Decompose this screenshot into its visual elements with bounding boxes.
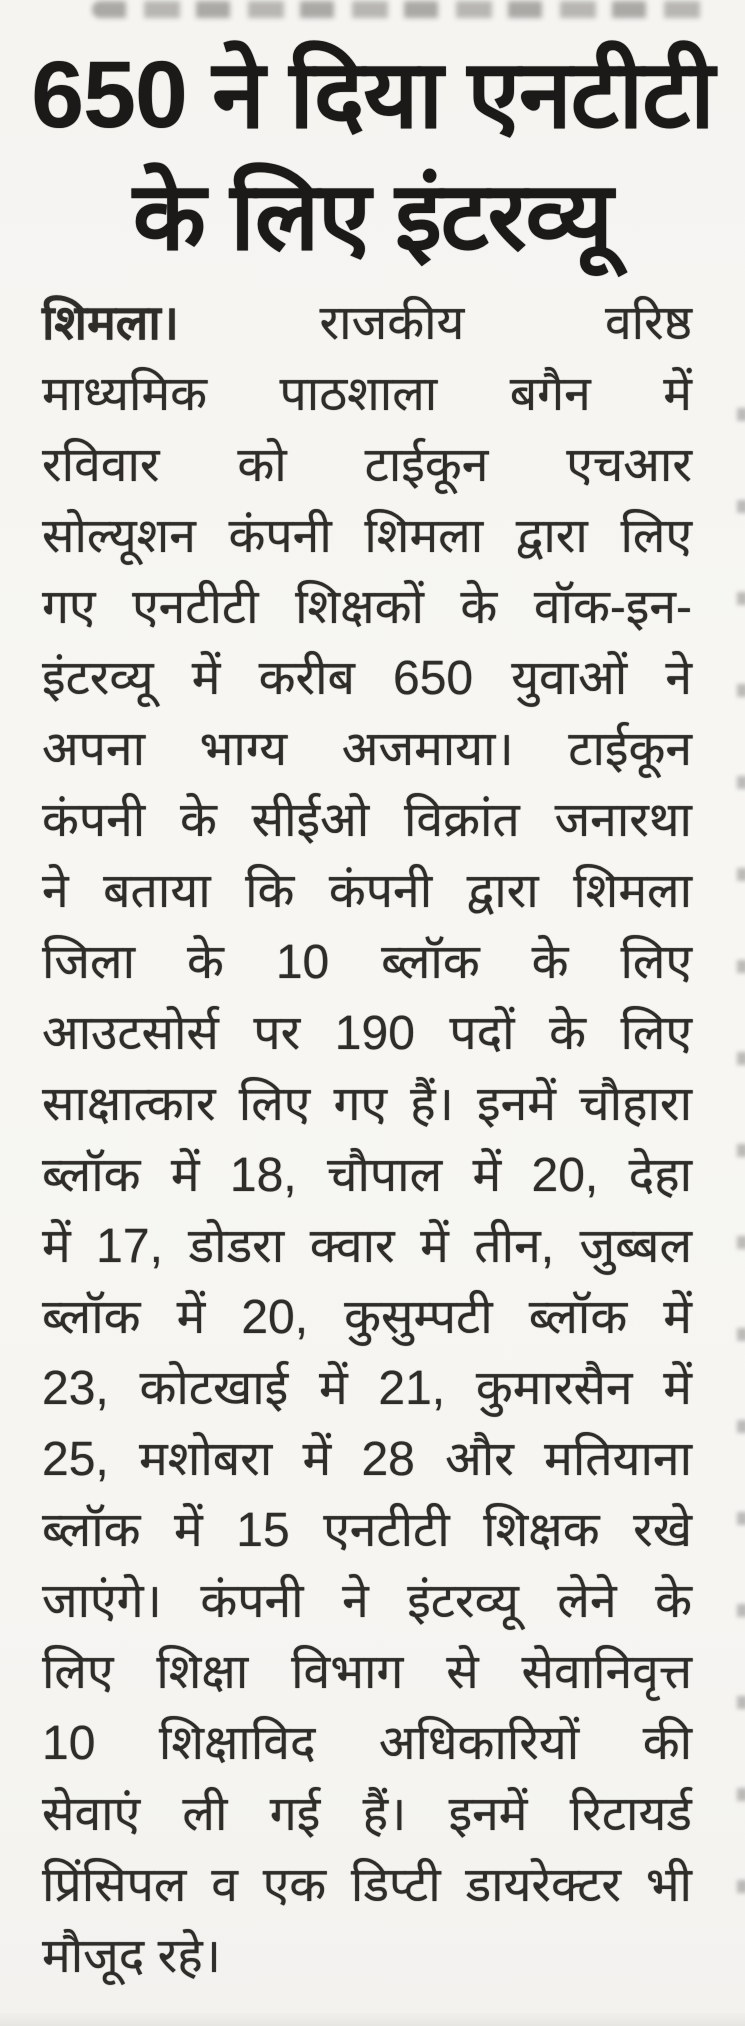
body-line: प्रिंसिपल व एक डिप्टी डायरेक्टर भी (42, 1859, 692, 1912)
body-line: साक्षात्कार लिए गए हैं। इनमें चौहारा (42, 1078, 692, 1131)
body-line: जिला के 10 ब्लॉक के लिए (42, 936, 692, 989)
lead-text: राजकीय वरिष्ठ (319, 297, 692, 350)
headline-line-1: 650 ने दिया एनटीटी (31, 42, 714, 148)
body-line: जाएंगे। कंपनी ने इंटरव्यू लेने के (42, 1575, 692, 1628)
body-line: माध्यमिक पाठशाला बगैन में (42, 368, 692, 421)
cropped-text-artifact-top (92, 1, 714, 18)
body-line: 25, मशोबरा में 28 और मतियाना (42, 1433, 692, 1486)
headline (0, 34, 745, 278)
body-line: रविवार को टाईकून एचआर (42, 439, 692, 492)
body-line: सोल्यूशन कंपनी शिमला द्वारा लिए (42, 510, 692, 563)
body-line: कंपनी के सीईओ विक्रांत जनारथा (42, 794, 692, 847)
body-line: में 17, डोडरा क्वार में तीन, जुब्बल (42, 1220, 692, 1273)
body-line (42, 288, 692, 359)
body-line: गए एनटीटी शिक्षकों के वॉक-इन- (42, 581, 692, 634)
body-line: अपना भाग्य अजमाया। टाईकून (42, 723, 692, 776)
body-line: 23, कोटखाई में 21, कुमारसैन में (42, 1362, 692, 1415)
body-line: मौजूद रहे। (42, 1930, 221, 1983)
headline-line-2: के लिए इंटरव्यू (132, 164, 613, 270)
body-line: सेवाएं ली गई हैं। इनमें रिटायर्ड (42, 1788, 692, 1841)
body-line: इंटरव्यू में करीब 650 युवाओं ने (42, 652, 692, 705)
body-line: 10 शिक्षाविद अधिकारियों की (42, 1717, 692, 1770)
body-line: लिए शिक्षा विभाग से सेवानिवृत्त (42, 1646, 692, 1699)
body-line: ब्लॉक में 18, चौपाल में 20, देहा (42, 1149, 692, 1202)
dateline: शिमला। (42, 297, 179, 350)
body-line: ने बताया कि कंपनी द्वारा शिमला (42, 865, 692, 918)
body-line: ब्लॉक में 20, कुसुम्पटी ब्लॉक में (42, 1291, 692, 1344)
adjacent-column-artifact-right (737, 408, 745, 1928)
body-line: आउटसोर्स पर 190 पदों के लिए (42, 1007, 692, 1060)
clipping-edge-bottom (0, 2013, 745, 2026)
body-line: ब्लॉक में 15 एनटीटी शिक्षक रखे (42, 1504, 692, 1557)
article-body (42, 288, 692, 1992)
